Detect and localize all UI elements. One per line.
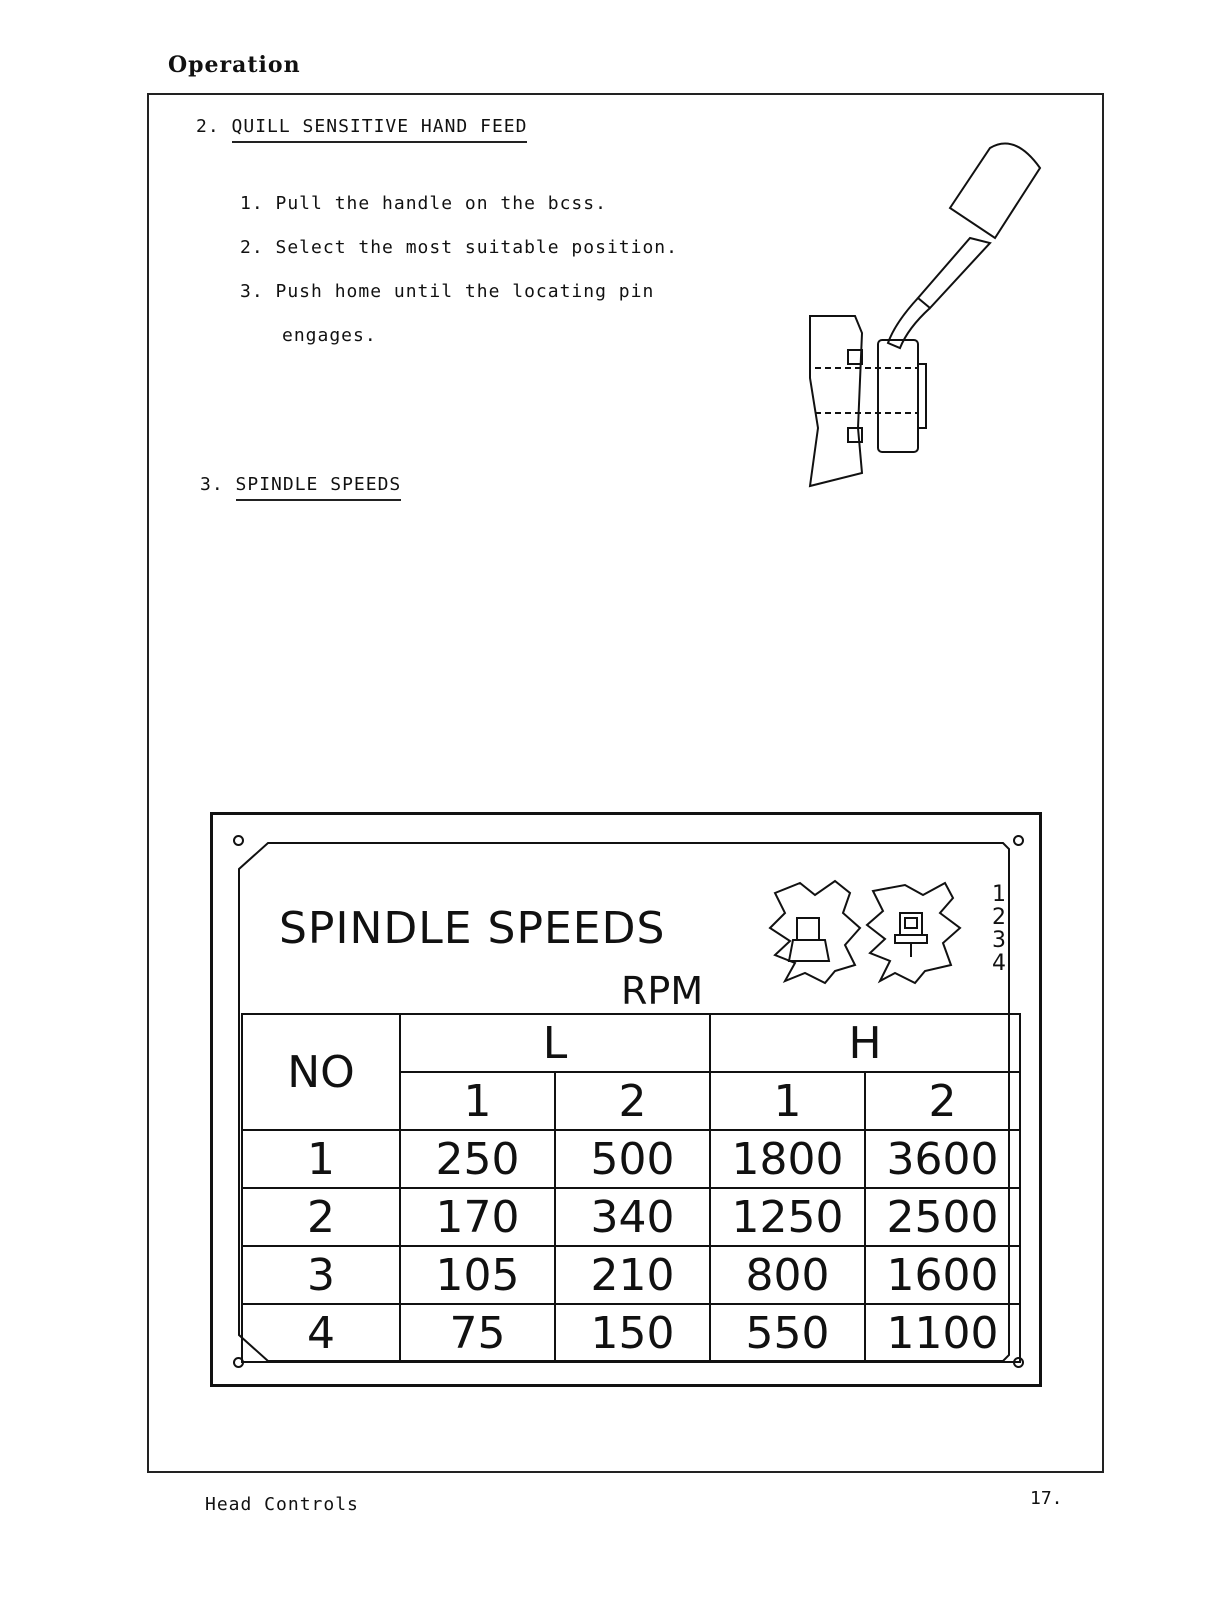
page-header: Operation	[168, 52, 301, 78]
step-3-continued: engages.	[282, 325, 377, 346]
speed-cell: 2500	[865, 1188, 1020, 1246]
gear-position: 1	[992, 882, 1006, 907]
spindle-section-label: SPINDLE SPEEDS	[236, 474, 402, 501]
spindle-section-title	[200, 474, 401, 495]
row-no: 4	[242, 1304, 400, 1362]
speed-cell: 340	[555, 1188, 710, 1246]
page-number: 17.	[1030, 1488, 1063, 1509]
gear-position-numbers	[989, 883, 1009, 975]
speed-cell: 800	[710, 1246, 865, 1304]
table-header-row	[242, 1014, 1020, 1072]
sub-header: 1	[400, 1072, 555, 1130]
rpm-unit: RPM	[621, 969, 704, 1013]
speed-cell: 105	[400, 1246, 555, 1304]
step-3: 3. Push home until the locating pin	[240, 281, 655, 302]
no-header: NO	[242, 1014, 400, 1130]
spindle-section-number: 3.	[200, 474, 224, 495]
speed-cell: 3600	[865, 1130, 1020, 1188]
speed-cell: 75	[400, 1304, 555, 1362]
step-2: 2. Select the most suitable position.	[240, 237, 678, 258]
speed-cell: 1250	[710, 1188, 865, 1246]
quill-section-number: 2.	[196, 116, 220, 137]
quill-section-title	[196, 116, 527, 137]
speed-cell: 1600	[865, 1246, 1020, 1304]
group-header-h: H	[710, 1014, 1020, 1072]
footer-section: Head Controls	[205, 1494, 359, 1515]
spindle-speed-table	[241, 1013, 1021, 1363]
speed-cell: 250	[400, 1130, 555, 1188]
table-row	[242, 1304, 1020, 1362]
table-row	[242, 1188, 1020, 1246]
speed-cell: 170	[400, 1188, 555, 1246]
row-no: 3	[242, 1246, 400, 1304]
quill-section-label: QUILL SENSITIVE HAND FEED	[232, 116, 528, 143]
speed-cell: 1100	[865, 1304, 1020, 1362]
group-header-l: L	[400, 1014, 710, 1072]
gear-position: 4	[992, 951, 1006, 976]
hand-feed-handle-diagram-icon	[800, 128, 1050, 498]
sub-header: 2	[555, 1072, 710, 1130]
plate-title: SPINDLE SPEEDS	[279, 903, 666, 954]
table-row	[242, 1130, 1020, 1188]
speed-cell: 550	[710, 1304, 865, 1362]
row-no: 1	[242, 1130, 400, 1188]
speed-cell: 1800	[710, 1130, 865, 1188]
sub-header: 1	[710, 1072, 865, 1130]
gear-position: 2	[992, 905, 1006, 930]
row-no: 2	[242, 1188, 400, 1246]
speed-cell: 150	[555, 1304, 710, 1362]
table-row	[242, 1246, 1020, 1304]
sub-header: 2	[865, 1072, 1020, 1130]
quill-steps	[240, 182, 678, 358]
gear-position: 3	[992, 928, 1006, 953]
speed-cell: 210	[555, 1246, 710, 1304]
step-1: 1. Pull the handle on the bcss.	[240, 193, 607, 214]
spindle-speed-plate	[210, 812, 1042, 1387]
speed-cell: 500	[555, 1130, 710, 1188]
